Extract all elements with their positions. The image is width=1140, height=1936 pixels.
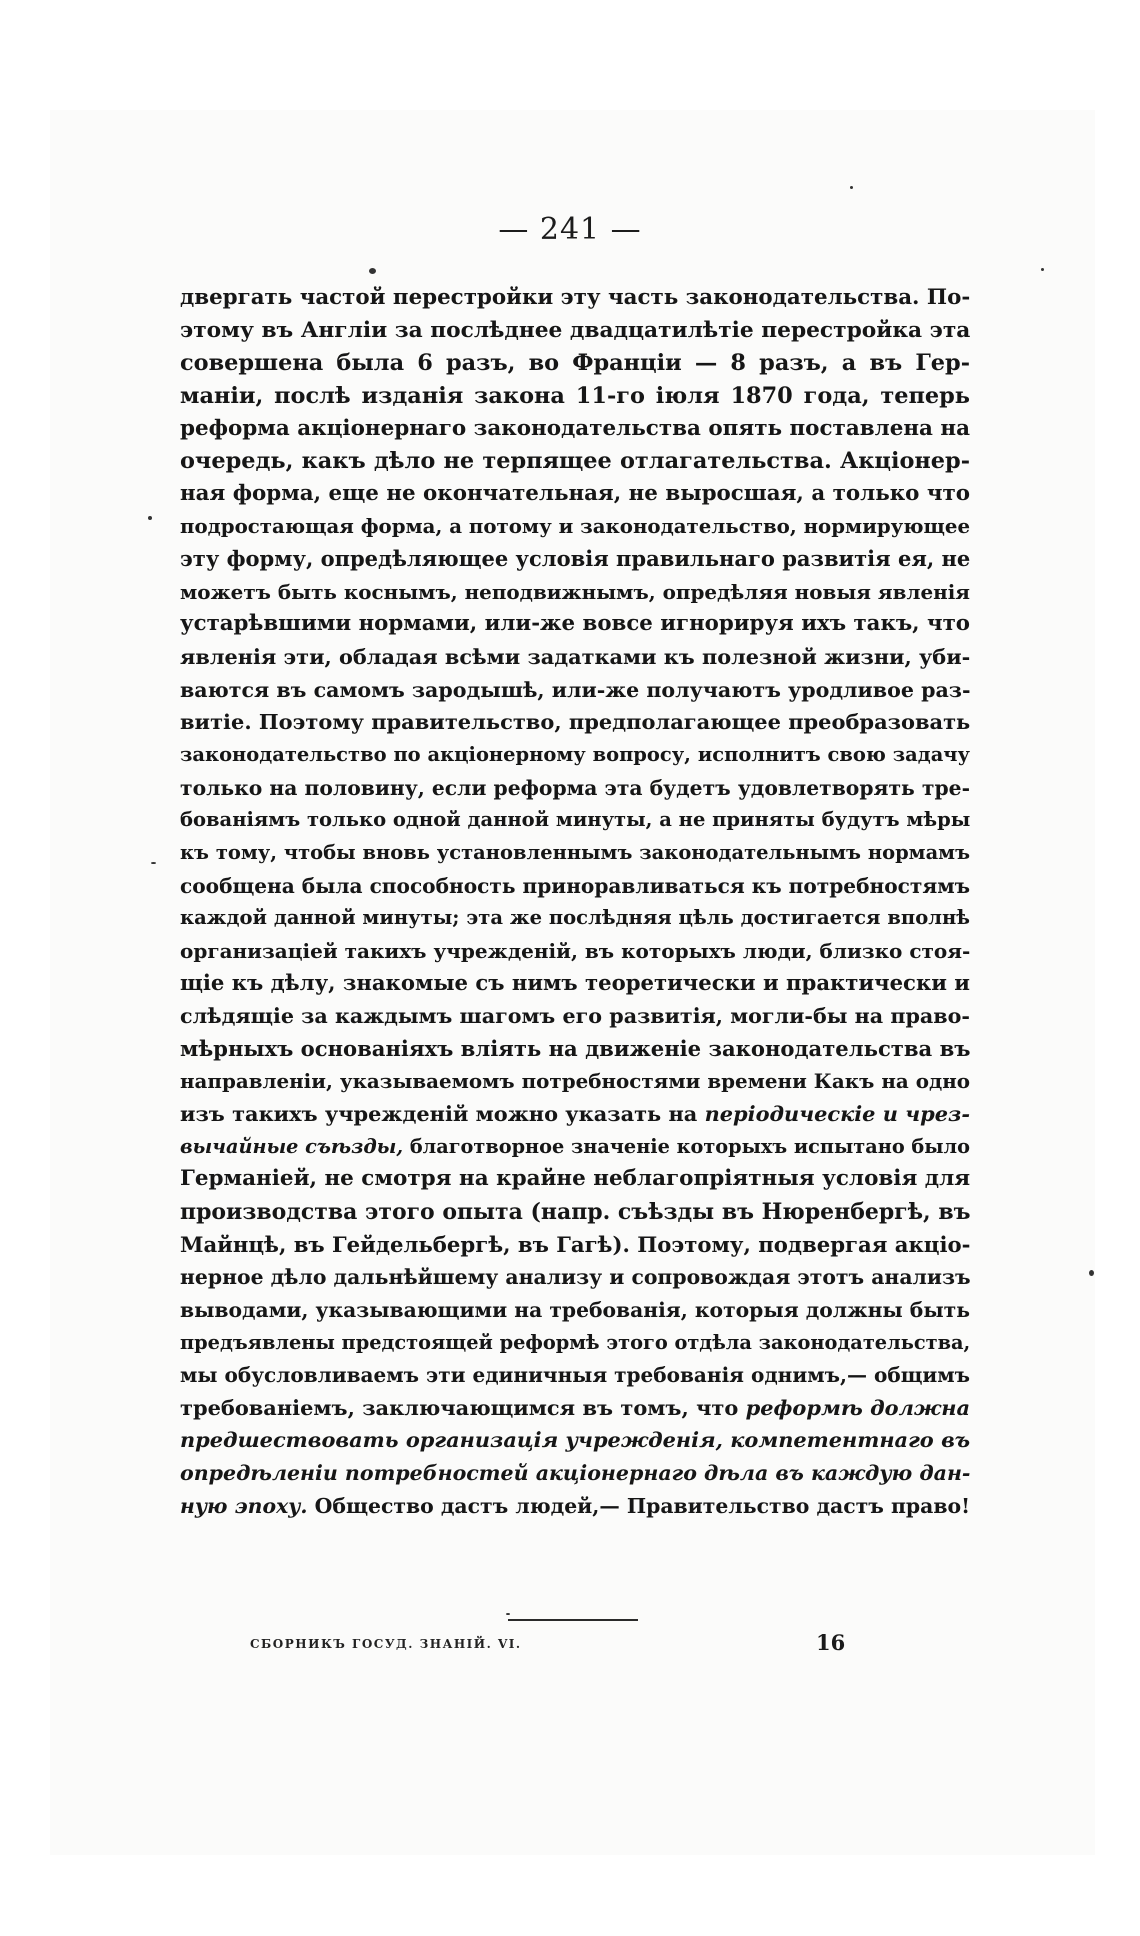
text-segment: можетъ быть коснымъ, неподвижнымъ, опредѣляя новыя явленія [180,579,971,604]
text-segment: мѣрныхъ основаніяхъ вліять на движеніе законодательства въ [180,1035,971,1061]
text-segment: явленія эти, обладая всѣми задатками къ полезной жизни, уби- [180,644,971,670]
text-line [180,347,970,380]
text-segment: двергать частой перестройки эту часть законодательства. По- [180,285,971,310]
text-segment: ваются въ самомъ зародышѣ, или-же получаютъ уродливое раз- [180,677,971,702]
text-line [180,772,970,805]
text-line [180,282,970,315]
text-segment: подростающая форма, а потому и законодательство, нормирующее [180,514,971,539]
text-segment: слѣдящіе за каждымъ шагомъ его развитія, могли-бы на право- [180,1004,970,1029]
text-line [180,576,970,609]
scan-speck [151,862,156,864]
text-line [180,510,970,543]
text-segment: къ тому, чтобы вновь установленнымъ законодательнымъ нормамъ [180,840,970,864]
text-line [180,1392,970,1425]
text-line [180,1457,970,1490]
text-segment: совершена была 6 разъ, во Франціи — 8 разъ, а въ Гер- [180,350,970,377]
italic-text-segment: опредѣленіи потребностей акціонернаго дѣла въ каждую дан- [180,1461,971,1486]
text-segment: только на половину, если реформа эта будетъ удовлетворять тре- [180,775,970,800]
text-line [180,543,970,576]
text-segment: витіе. Поэтому правительство, предполагающее преобразовать [180,709,971,735]
text-segment: очередь, какъ дѣло не терпящее отлагательства. Акціонер- [180,448,970,475]
text-line [180,413,970,446]
text-segment: организаціей такихъ учрежденій, въ которыхъ люди, близко стоя- [180,938,971,963]
text-line [180,1163,970,1196]
text-segment: Общество дастъ людей,— Правительство дастъ право! [307,1493,971,1518]
text-line [180,967,970,1000]
text-segment: реформа акціонернаго законодательства опять поставлена на [180,415,970,441]
italic-text-segment: реформѣ должна [745,1394,970,1420]
italic-text-segment: предшествовать организація учрежденія, компетентнаго въ [180,1427,970,1453]
text-segment: щіе къ дѣлу, знакомые съ нимъ теоретически и практически и [180,970,970,996]
text-line [180,1098,970,1131]
text-segment: Майнцѣ, въ Гейдельбергѣ, въ Гагѣ). Поэтому, подвергая акціо- [180,1231,971,1257]
text-segment: предъявлены предстоящей реформѣ этого отдѣла законодательства, [180,1330,971,1354]
text-segment: бованіямъ только одной данной минуты, а не приняты будутъ мѣры [180,808,971,832]
scan-speck [1041,268,1044,271]
text-line [180,1196,970,1229]
body-text [180,282,970,1522]
text-segment: маніи, послѣ изданія закона 11-го іюля 1870 года, теперь [180,382,970,409]
text-line [180,445,970,478]
text-line [180,1327,970,1360]
scan-speck [850,186,853,189]
scan-speck [369,268,376,274]
text-line [180,674,970,707]
text-line [180,608,970,641]
text-line [180,1359,970,1392]
footer-signature: СБОРНИКЪ ГОСУД. ЗНАНІЙ. VI. [250,1637,522,1651]
text-segment: эту форму, опредѣляющее условія правильнаго развитія ея, не [180,546,971,572]
text-line [180,641,970,674]
text-segment: нерное дѣло дальнѣйшему анализу и сопровождая этотъ анализъ [180,1265,971,1290]
text-segment: сообщена была способность приноравливаться къ потребностямъ [180,873,971,898]
text-line [180,739,970,772]
text-line [180,1033,970,1066]
text-line [180,380,970,413]
scan-speck [506,1613,510,1615]
text-line [180,1229,970,1262]
scan-speck [1089,1270,1094,1276]
text-segment: устарѣвшими нормами, или-же вовсе игнорируя ихъ такъ, что [180,611,970,637]
sheet-number: 16 [816,1630,846,1655]
text-segment: направленіи, указываемомъ потребностями времени Какъ на одно [180,1069,970,1094]
text-line [180,935,970,968]
text-segment: производства этого опыта (напр. съѣзды въ Нюренбергѣ, въ [180,1198,971,1225]
text-segment: изъ такихъ учрежденій можно указать на [180,1101,705,1127]
text-line [180,837,970,870]
text-line [180,1424,970,1457]
page-number: — 241 — [498,212,642,247]
text-line [180,706,970,739]
text-line [180,902,970,935]
text-segment: ная форма, еще не окончательная, не выросшая, а только что [180,480,970,506]
text-line [180,1131,970,1164]
text-line [180,1000,970,1033]
text-segment: каждой данной минуты; эта же послѣдняя цѣль достигается вполнѣ [180,906,970,930]
text-segment: требованіемъ, заключающимся въ томъ, что [180,1394,746,1420]
text-line [180,1261,970,1294]
text-line [180,1490,970,1523]
scan-speck [148,516,152,520]
italic-text-segment: вычайные съѣзды, [180,1134,404,1158]
footer-rule [508,1619,638,1621]
text-segment: законодательство по акціонерному вопросу, исполнитъ свою задачу [180,742,970,766]
text-segment: Германіей, не смотря на крайне неблагопріятныя условія для [180,1166,971,1192]
text-line [180,478,970,511]
text-line [180,870,970,903]
text-line [180,804,970,837]
text-segment: благотворное значеніе которыхъ испытано было [403,1134,970,1158]
text-segment: этому въ Англіи за послѣднее двадцатилѣтіе перестройка эта [180,317,971,343]
text-line [180,315,970,348]
text-segment: выводами, указывающими на требованія, которыя должны быть [180,1297,970,1322]
italic-text-segment: ную эпоху. [180,1493,308,1518]
italic-text-segment: періодическіе и чрез- [704,1101,970,1127]
text-line [180,1065,970,1098]
text-line [180,1294,970,1327]
text-segment: мы обусловливаемъ эти единичныя требованія однимъ,— общимъ [180,1363,970,1388]
